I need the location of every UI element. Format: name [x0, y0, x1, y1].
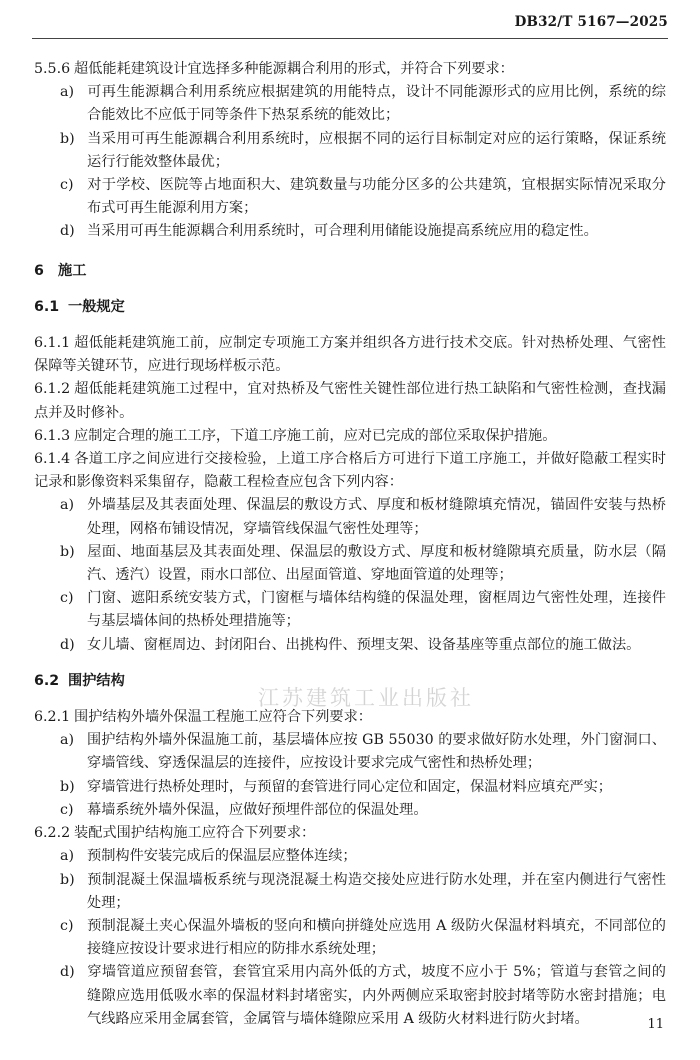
item-text: 能效比不应低于同等条件下热泵系统的能效比； [101, 107, 400, 124]
clause-6-1-4 [34, 448, 666, 494]
list-item [34, 541, 666, 587]
clause-number: 6.1.1 [34, 335, 71, 352]
item-label: b) [60, 130, 75, 147]
item-text: 门窗、遮阳系统安装方式，门窗框与墙体结构缝的保温处理，窗框周边气密性处理，连接件与基 [87, 590, 666, 630]
item-text: 对于学校、医院等占地面积大、建筑数量与功能分区多的公共建筑，宜根据实际情况采取分布式 [87, 177, 666, 217]
item-label: b) [60, 778, 75, 795]
item-label: a) [60, 497, 74, 514]
chapter-title: 施工 [58, 262, 87, 279]
item-text: 应选用低吸水率的保温材料封堵密实，内外两侧应采取密封胶封堵等防水密封措施；电气线路 [87, 987, 666, 1027]
clause-6-1-3 [34, 425, 666, 448]
item-label: b) [60, 543, 75, 560]
item-text: 幕墙系统外墙外保温，应做好预埋件部位的保温处理。 [87, 801, 428, 818]
chapter-heading [34, 260, 666, 283]
list-item [34, 174, 666, 220]
clause-5-5-6 [34, 58, 666, 81]
list-item [34, 915, 666, 961]
list-item [34, 799, 666, 822]
watermark: 江苏建筑工业出版社 [258, 686, 474, 710]
section-heading-6-1 [34, 296, 666, 319]
section-title: 一般规定 [68, 298, 125, 315]
header-rule [32, 38, 668, 39]
item-text: 可再生能源利用方案； [115, 200, 258, 217]
clause-6-1-1 [34, 332, 666, 378]
page-content [34, 58, 666, 1031]
page-number: 11 [647, 1017, 664, 1032]
clause-text: 录和影像资料采集留存，隐蔽工程检查应包含下列内容： [48, 474, 403, 491]
section-number: 6.2 [34, 672, 60, 689]
item-label: c) [60, 590, 74, 607]
item-text: 行能效整体最优； [115, 153, 229, 170]
list-item [34, 81, 666, 127]
section-title: 围护结构 [68, 672, 125, 689]
clause-number: 6.1.3 [34, 427, 71, 444]
clause-text: 装配式围护结构施工应符合下列要求： [74, 825, 316, 842]
item-text: 穿墙管进行热桥处理时，与预留的套管进行同心定位和固定，保温材料应填充严实； [87, 778, 612, 795]
item-label: c) [60, 801, 74, 818]
list-item [34, 729, 666, 775]
clause-number: 6.2.1 [34, 709, 71, 726]
item-text: 围护结构外墙外保温施工前，基层墙体应按 GB 55030 的要求做好防水处理，外门窗洞口、穿墙 [87, 732, 666, 772]
item-text: 屋面、地面基层及其表面处理、保温层的敷设方式、厚度和板材缝隙填充质量，防水层（隔汽、透 [87, 543, 666, 584]
clause-text: 围护结构外墙外保温工程施工应符合下列要求： [74, 709, 372, 726]
list-item [34, 494, 666, 540]
item-label: d) [60, 636, 75, 653]
item-text: 层墙体间的热桥处理措施等； [115, 613, 300, 630]
clause-number: 5.5.6 [34, 61, 71, 77]
item-text: 应采用金属套管，金属管与墙体缝隙应采用 A 级防火材料进行防火封堵。 [129, 1010, 589, 1027]
item-text: 缝应按设计要求进行相应的防排水系统处理； [101, 941, 385, 958]
item-text: 汽）设置，雨水口部位、出屋面管道、穿地面管道的处理等； [129, 567, 513, 584]
list-item [34, 845, 666, 868]
list-item [34, 587, 666, 633]
item-label: c) [60, 177, 74, 194]
item-label: a) [60, 732, 74, 749]
section-number: 6.1 [34, 298, 60, 315]
item-text: 管线、穿透保温层的连接件，应按设计要求完成气密性和热桥处理； [115, 755, 542, 772]
clause-text: 并及时修补。 [48, 404, 134, 421]
list-item [34, 220, 666, 243]
clause-6-1-4-items [34, 494, 666, 656]
item-text: 女儿墙、窗框周边、封闭阳台、出挑构件、预埋支架、设备基座等重点部位的施工做法。 [87, 636, 641, 653]
list-item [34, 128, 666, 174]
clause-text: 各道工序之间应进行交接检验，上道工序合格后方可进行下道工序施工，并做好隐蔽工程实时记 [34, 451, 666, 491]
item-label: d) [60, 223, 75, 240]
item-text: 预制混凝土夹心保温外墙板的竖向和横向拼缝处应选用 A 级防火保温材料填充，不同部位的接 [87, 917, 666, 958]
clause-text: 应制定合理的施工工序，下道工序施工前，应对已完成的部位采取保护措施。 [74, 427, 557, 444]
chapter-number: 6 [34, 262, 44, 279]
item-text: 穿墙管道应预留套管，套管宜采用内高外低的方式，坡度不应小于 5%；管道与套管之间的缝隙 [87, 964, 666, 1004]
clause-number: 6.2.2 [34, 825, 71, 842]
item-text: 预制构件安装完成后的保温层应整体连续； [87, 848, 357, 865]
clause-6-2-1-items [34, 729, 666, 822]
clause-text: 超低能耗建筑施工前，应制定专项施工方案并组织各方进行技术交底。针对热桥处理、气密性保 [34, 335, 666, 375]
clause-number: 6.1.4 [34, 451, 71, 468]
clause-5-5-6-items [34, 81, 666, 243]
clause-6-2-2 [34, 822, 666, 845]
clause-6-1-2 [34, 378, 666, 424]
item-label: a) [60, 848, 74, 865]
item-label: d) [60, 964, 75, 981]
item-label: b) [60, 871, 75, 888]
list-item [34, 869, 666, 915]
item-text: 外墙基层及其表面处理、保温层的敷设方式、厚度和板材缝隙填充情况，锚固件安装与热桥处 [87, 497, 666, 537]
list-item [34, 776, 666, 799]
clause-text: 超低能耗建筑施工过程中，宜对热桥及气密性关键性部位进行热工缺陷和气密性检测，查找漏点 [34, 381, 666, 421]
item-text: 处理； [87, 894, 130, 911]
list-item [34, 961, 666, 1031]
clause-number: 6.1.2 [34, 381, 71, 398]
list-item [34, 634, 666, 657]
item-text: 当采用可再生能源耦合利用系统时，应根据不同的运行目标制定对应的运行策略，保证系统运行 [87, 130, 666, 170]
clause-text: 障等关键环节，应进行现场样板示范。 [48, 358, 290, 375]
item-label: a) [60, 84, 74, 101]
item-text: 可再生能源耦合利用系统应根据建筑的用能特点，设计不同能源形式的应用比例，系统的综合 [87, 84, 666, 124]
clause-6-2-2-items [34, 845, 666, 1031]
item-label: c) [60, 917, 74, 934]
item-text: 预制混凝土保温墙板系统与现浇混凝土构造交接处应进行防水处理，并在室内侧进行气密性 [87, 871, 666, 888]
clause-text: 超低能耗建筑设计宜选择多种能源耦合利用的形式，并符合下列要求： [74, 61, 514, 77]
document-code: DB32/T 5167—2025 [514, 14, 668, 30]
item-text: 理，网格布铺设情况，穿墙管线保温气密性处理等； [101, 520, 428, 537]
item-text: 当采用可再生能源耦合利用系统时，可合理利用储能设施提高系统应用的稳定性。 [87, 223, 598, 240]
